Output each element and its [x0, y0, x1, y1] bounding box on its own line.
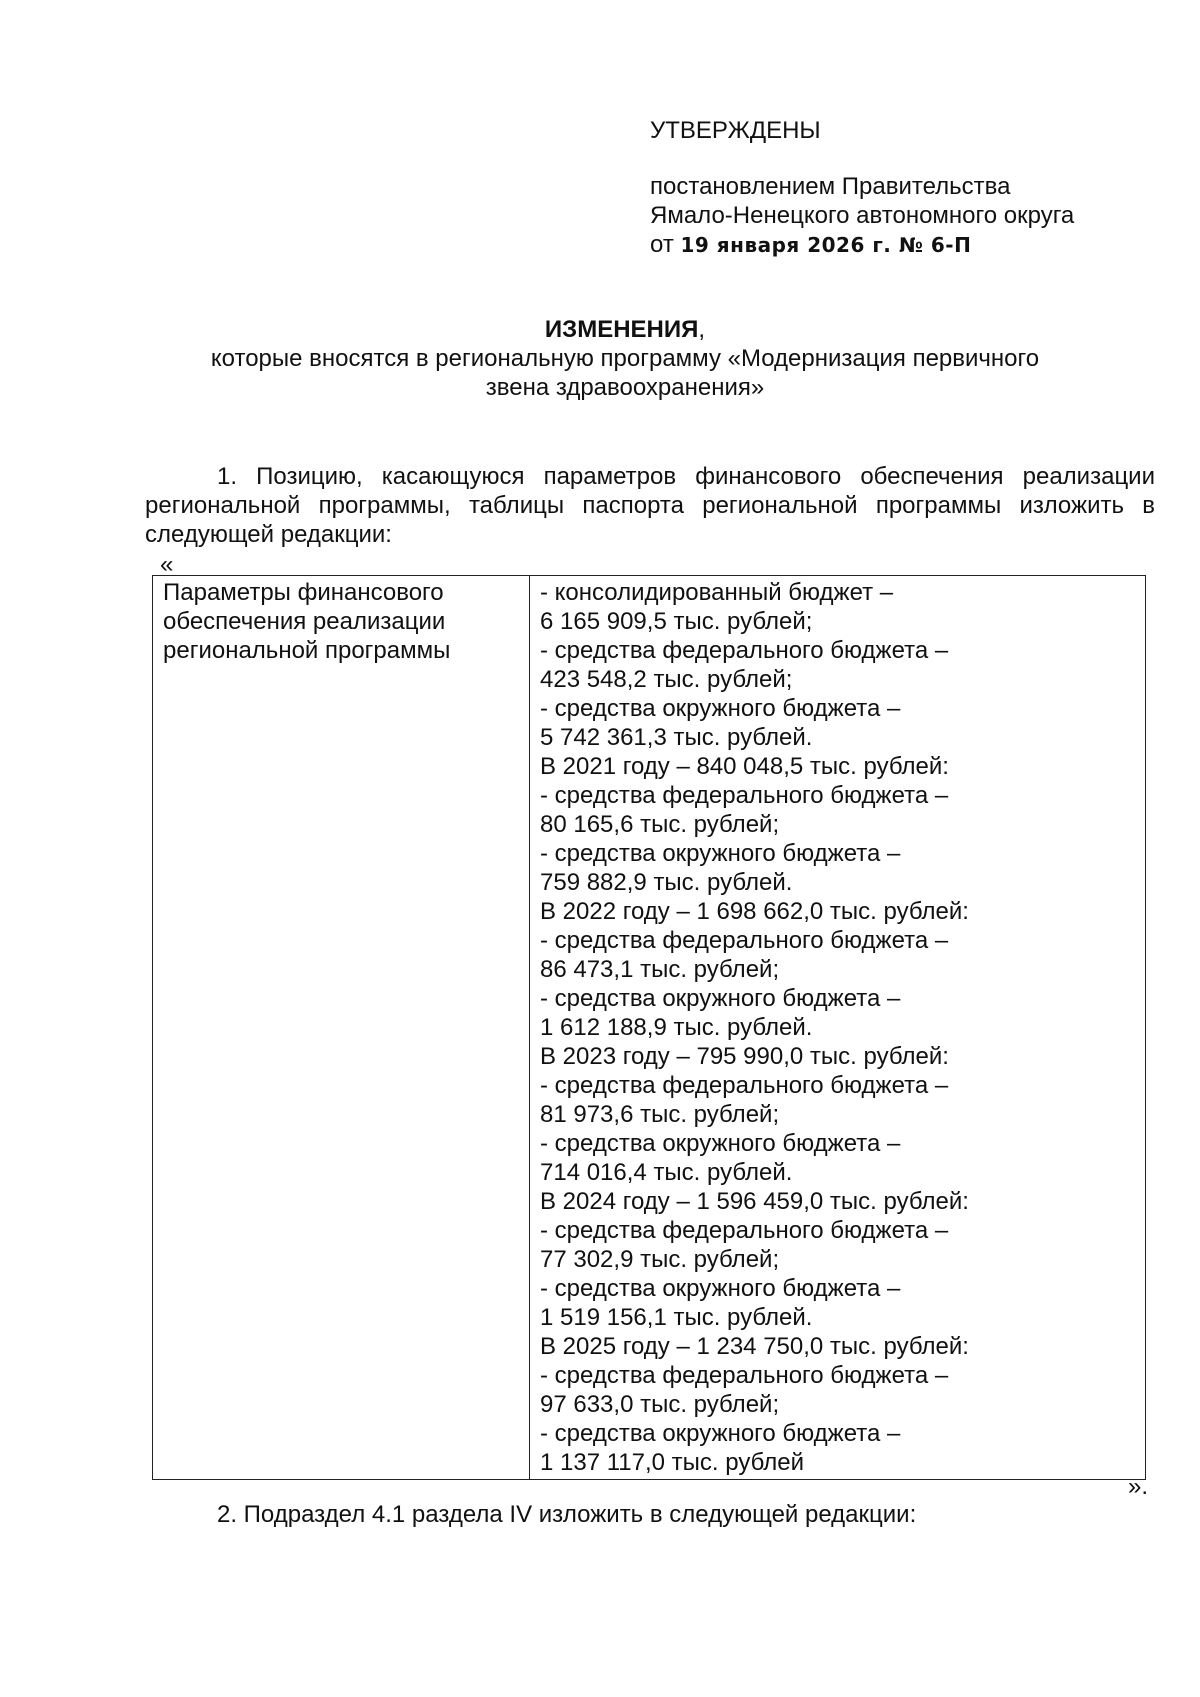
table-row — [153, 576, 1146, 1480]
value-line: - средства окружного бюджета – — [540, 695, 901, 722]
value-line: - средства окружного бюджета – — [540, 985, 901, 1012]
paragraph-1-text: Позицию, касающуюся параметров финансового обеспечения реализации региональной программы, таблицы паспорта региональной программы изложить в следующей редакции: — [145, 463, 1155, 548]
quote-close-mark: ». — [1128, 1473, 1149, 1500]
paragraph-1-number: 1. — [217, 463, 238, 490]
value-line: 423 548,2 тыс. рублей; — [540, 666, 793, 693]
value-line: - средства федерального бюджета – — [540, 1362, 949, 1389]
approval-date-prefix: от — [650, 231, 674, 258]
value-line: - средства окружного бюджета – — [540, 1130, 901, 1157]
value-line: - средства федерального бюджета – — [540, 1217, 949, 1244]
value-line: 80 165,6 тыс. рублей; — [540, 811, 780, 838]
document-title-comma: , — [698, 316, 706, 343]
quote-open-mark: « — [160, 551, 174, 578]
financing-table — [152, 575, 1146, 1480]
value-line: - средства федерального бюджета – — [540, 1072, 949, 1099]
document-title-block — [145, 315, 1105, 402]
approval-line-1: постановлением Правительства — [650, 173, 1011, 200]
value-line: 759 882,9 тыс. рублей. — [540, 869, 793, 896]
value-line: В 2023 году – 795 990,0 тыс. рублей: — [540, 1043, 949, 1070]
paragraph-1 — [145, 462, 1155, 549]
value-line: В 2022 году – 1 698 662,0 тыс. рублей: — [540, 898, 969, 925]
paragraph-2: 2. Подраздел 4.1 раздела IV изложить в следующей редакции: — [217, 1501, 917, 1528]
table-cell-values — [530, 576, 1146, 1480]
value-line: - консолидированный бюджет – — [540, 579, 894, 606]
approval-block — [650, 116, 1170, 260]
document-title — [145, 315, 1105, 344]
value-line: 1 137 117,0 тыс. рублей — [540, 1449, 805, 1476]
value-line: В 2025 году – 1 234 750,0 тыс. рублей: — [540, 1333, 969, 1360]
document-title-main: ИЗМЕНЕНИЯ — [544, 316, 699, 343]
value-line: 714 016,4 тыс. рублей. — [540, 1159, 793, 1186]
value-line: 97 633,0 тыс. рублей; — [540, 1391, 780, 1418]
approval-line-2: Ямало-Ненецкого автономного округа — [650, 202, 1075, 229]
value-line: 6 165 909,5 тыс. рублей; — [540, 608, 813, 635]
value-line: - средства федерального бюджета – — [540, 782, 949, 809]
document-subtitle-line-1: которые вносятся в региональную программу «Модернизация первичного — [210, 345, 1040, 372]
value-line: В 2024 году – 1 596 459,0 тыс. рублей: — [540, 1188, 969, 1215]
approval-date-line — [650, 230, 1170, 260]
value-line: - средства окружного бюджета – — [540, 1275, 901, 1302]
parameter-line: обеспечения реализации — [163, 608, 446, 635]
value-line: - средства окружного бюджета – — [540, 1420, 901, 1447]
value-line: 1 612 188,9 тыс. рублей. — [540, 1014, 813, 1041]
parameter-line: региональной программы — [163, 637, 451, 664]
value-line: 1 519 156,1 тыс. рублей. — [540, 1304, 813, 1331]
value-line: - средства окружного бюджета – — [540, 840, 901, 867]
approval-heading: УТВЕРЖДЕНЫ — [650, 117, 821, 144]
value-line: 5 742 361,3 тыс. рублей. — [540, 724, 813, 751]
table-cell-parameter — [153, 576, 530, 1480]
value-line: - средства федерального бюджета – — [540, 927, 949, 954]
value-line: - средства федерального бюджета – — [540, 637, 949, 664]
value-line: 86 473,1 тыс. рублей; — [540, 956, 780, 983]
value-line: В 2021 году – 840 048,5 тыс. рублей: — [540, 753, 949, 780]
value-line: 81 973,6 тыс. рублей; — [540, 1101, 780, 1128]
value-line: 77 302,9 тыс. рублей; — [540, 1246, 780, 1273]
approval-date-value: 19 января 2026 г. № 6-П — [680, 233, 972, 257]
parameter-line: Параметры финансового — [163, 579, 444, 606]
document-subtitle-line-2: звена здравоохранения» — [485, 374, 765, 401]
